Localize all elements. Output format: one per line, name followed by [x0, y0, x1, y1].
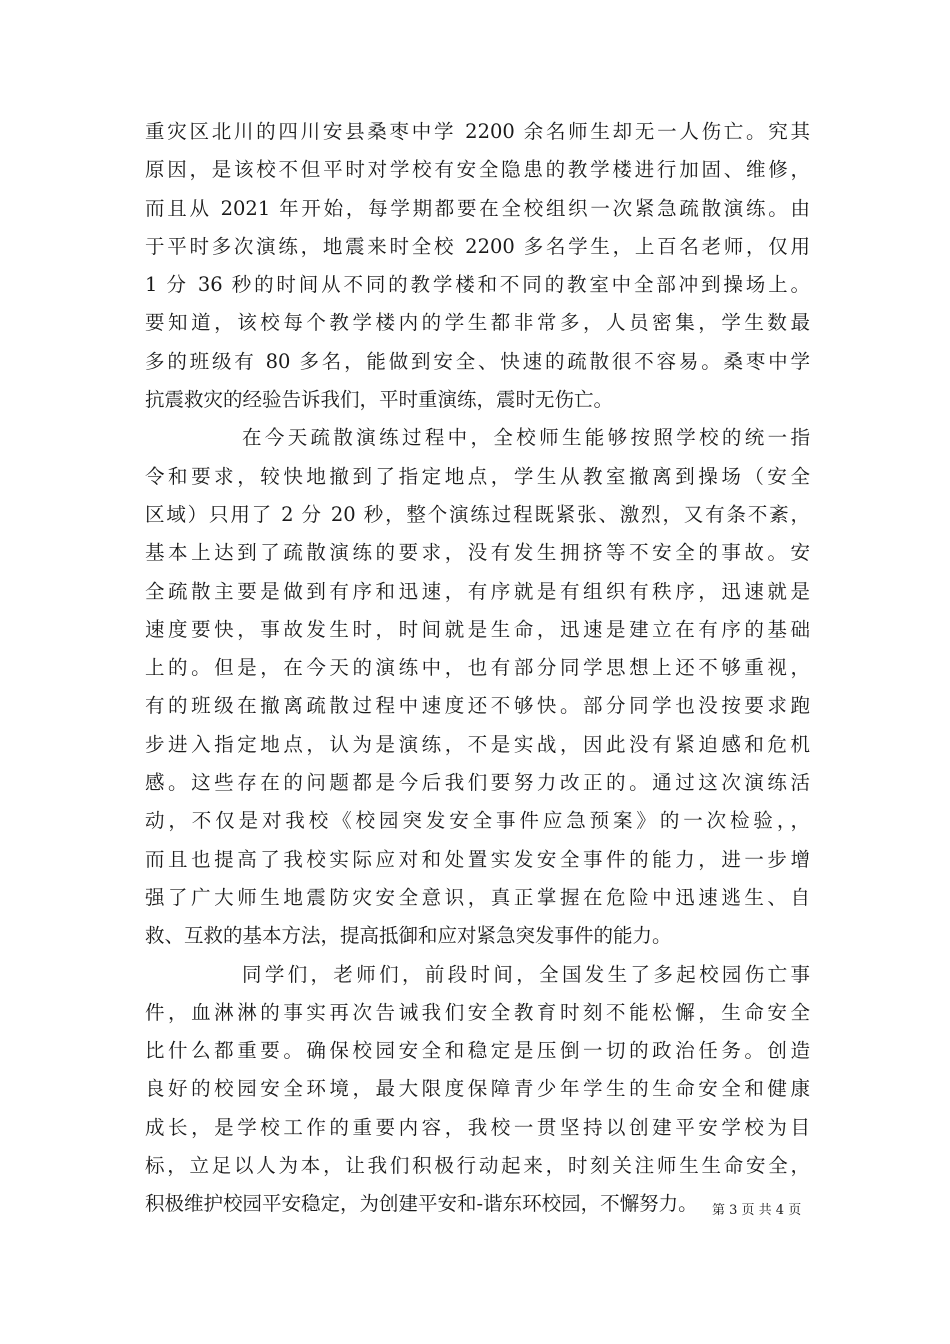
- text-line: 良好的校园安全环境，最大限度保障青少年学生的生命安全和健康: [145, 1077, 810, 1101]
- text-line: 重灾区北川的四川安县桑枣中学 2200 余名师生却无一人伤亡。究其: [145, 120, 810, 143]
- text-line: 动，不仅是对我校《校园突发安全事件应急预案》的一次检验，，: [145, 809, 810, 833]
- text-line: 区域）只用了 2 分 20 秒，整个演练过程既紧张、激烈，又有条不紊，: [145, 502, 810, 526]
- text-line: 救、互救的基本方法，提高抵御和应对紧急突发事件的能力。: [145, 924, 672, 948]
- text-line: 多的班级有 80 多名，能做到安全、快速的疏散很不容易。桑枣中学: [145, 349, 810, 373]
- body-text: [145, 113, 810, 1224]
- page-number: 第 3 页 共 4 页: [712, 1203, 802, 1218]
- text-line: 而且也提高了我校实际应对和处置实发安全事件的能力，进一步增: [145, 847, 810, 871]
- paragraph-campus-safety: [145, 956, 810, 1224]
- text-line: 有的班级在撤离疏散过程中速度还不够快。部分同学也没按要求跑: [145, 694, 810, 718]
- text-line: 抗震救灾的经验告诉我们，平时重演练，震时无伤亡。: [145, 388, 614, 412]
- text-line: 基本上达到了疏散演练的要求，没有发生拥挤等不安全的事故。安: [145, 541, 810, 565]
- text-line: 全疏散主要是做到有序和迅速，有序就是有组织有秩序，迅速就是: [145, 579, 810, 603]
- text-line: 步进入指定地点，认为是演练，不是实战，因此没有紧迫感和危机: [145, 732, 810, 756]
- paragraph-drill-review: [145, 419, 810, 955]
- text-line: 感。这些存在的问题都是今后我们要努力改正的。通过这次演练活: [145, 771, 810, 795]
- text-line: 成长，是学校工作的重要内容，我校一贯坚持以创建平安学校为目: [145, 1115, 810, 1139]
- text-line: 标，立足以人为本，让我们积极行动起来，时刻关注师生生命安全，: [145, 1154, 810, 1178]
- text-line: 同学们，老师们，前段时间，全国发生了多起校园伤亡事: [242, 962, 810, 986]
- text-line: 原因，是该校不但平时对学校有安全隐患的教学楼进行加固、维修，: [145, 158, 810, 182]
- text-line: 件，血淋淋的事实再次告诫我们安全教育时刻不能松懈，生命安全: [145, 1000, 810, 1024]
- text-line: 1 分 36 秒的时间从不同的教学楼和不同的教室中全部冲到操场上。: [145, 273, 810, 297]
- text-line: 要知道，该校每个教学楼内的学生都非常多，人员密集，学生数最: [145, 311, 810, 335]
- text-line: 上的。但是，在今天的演练中，也有部分同学思想上还不够重视，: [145, 656, 810, 680]
- text-line: 而且从 2021 年开始，每学期都要在全校组织一次紧急疏散演练。由: [145, 196, 810, 220]
- text-line: 速度要快，事故发生时，时间就是生命，迅速是建立在有序的基础: [145, 617, 810, 641]
- paragraph-sangzao-school: [145, 113, 810, 419]
- text-line: 于平时多次演练，地震来时全校 2200 多名学生，上百名老师，仅用: [145, 234, 810, 258]
- text-line: 比什么都重要。确保校园安全和稳定是压倒一切的政治任务。创造: [145, 1039, 810, 1063]
- text-line: 积极维护校园平安稳定，为创建平安和-谐东环校园，不懈努力。: [145, 1192, 698, 1216]
- text-line: 在今天疏散演练过程中，全校师生能够按照学校的统一指: [242, 426, 810, 450]
- text-line: 强了广大师生地震防灾安全意识，真正掌握在危险中迅速逃生、自: [145, 885, 810, 909]
- text-line: 令和要求，较快地撤到了指定地点，学生从教室撤离到操场（安全: [145, 464, 810, 488]
